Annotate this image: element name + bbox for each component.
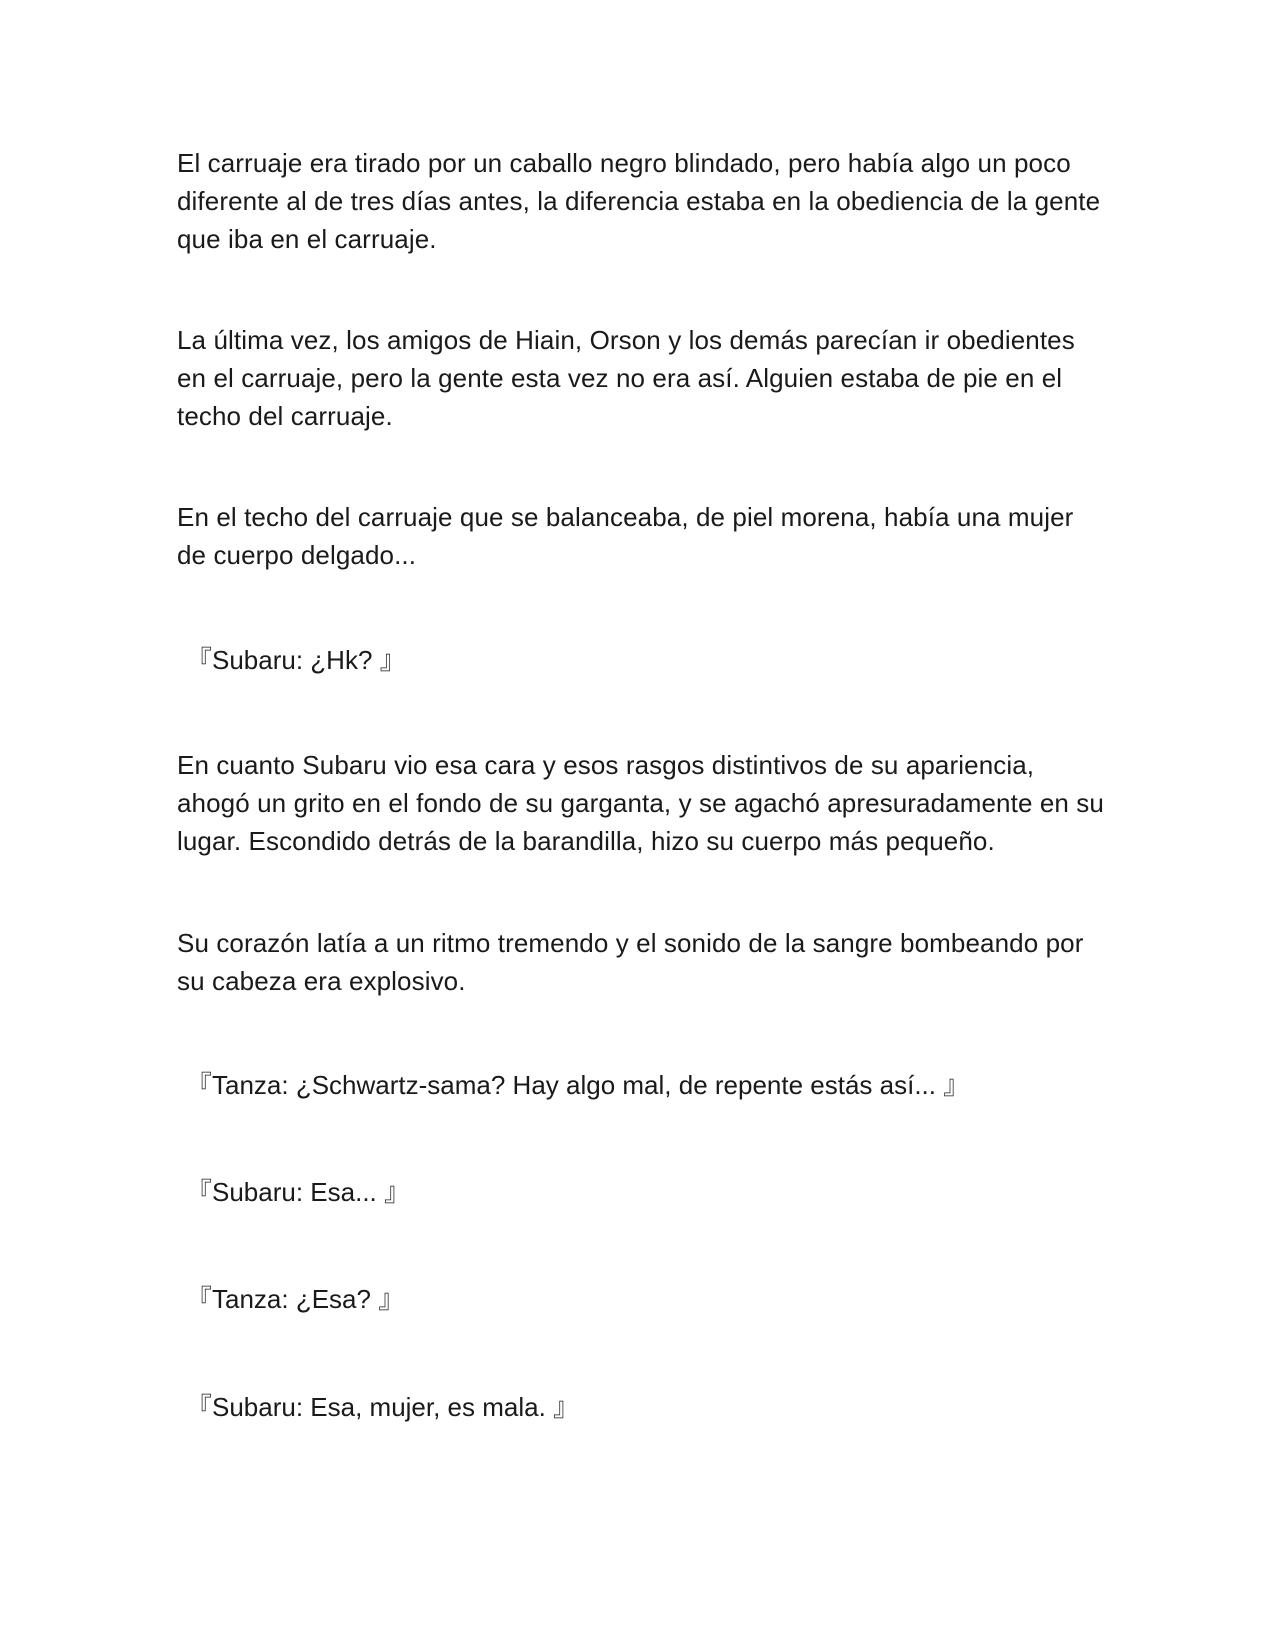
paragraph-heartbeat: Su corazón latía a un ritmo tremendo y el sonido de la sangre bombeando por su cabeza era explosivo. [177,928,1084,996]
dialog-subaru-mala: 『Subaru: Esa, mujer, es mala. 』 [186,1392,580,1422]
paragraph-roof: En el techo del carruaje que se balanceaba, de piel morena, había una mujer de cuerpo delgado... [177,502,1074,570]
paragraph-last-time: La última vez, los amigos de Hiain, Orson y los demás parecían ir obedientes en el carruaje, pero la gente esta vez no era así. Alguien estaba de pie en el techo del carruaje. [177,325,1075,431]
paragraph-carriage: El carruaje era tirado por un caballo negro blindado, pero había algo un poco diferente al de tres días antes, la diferencia estaba en la obediencia de la gente que iba en el carruaje. [177,148,1101,254]
dialog-subaru-hk: 『Subaru: ¿Hk? 』 [186,645,406,675]
dialog-tanza-esa: 『Tanza: ¿Esa? 』 [186,1284,405,1314]
dialog-tanza-question: 『Tanza: ¿Schwartz-sama? Hay algo mal, de repente estás así... 』 [186,1070,970,1100]
dialog-subaru-esa: 『Subaru: Esa... 』 [186,1177,410,1207]
paragraph-subaru-reaction: En cuanto Subaru vio esa cara y esos rasgos distintivos de su apariencia, ahogó un grito en el fondo de su garganta, y se agachó apresuradamente en su lugar. Escondido detrás de la barandilla, hizo su cuerpo más pequeño. [177,750,1104,856]
